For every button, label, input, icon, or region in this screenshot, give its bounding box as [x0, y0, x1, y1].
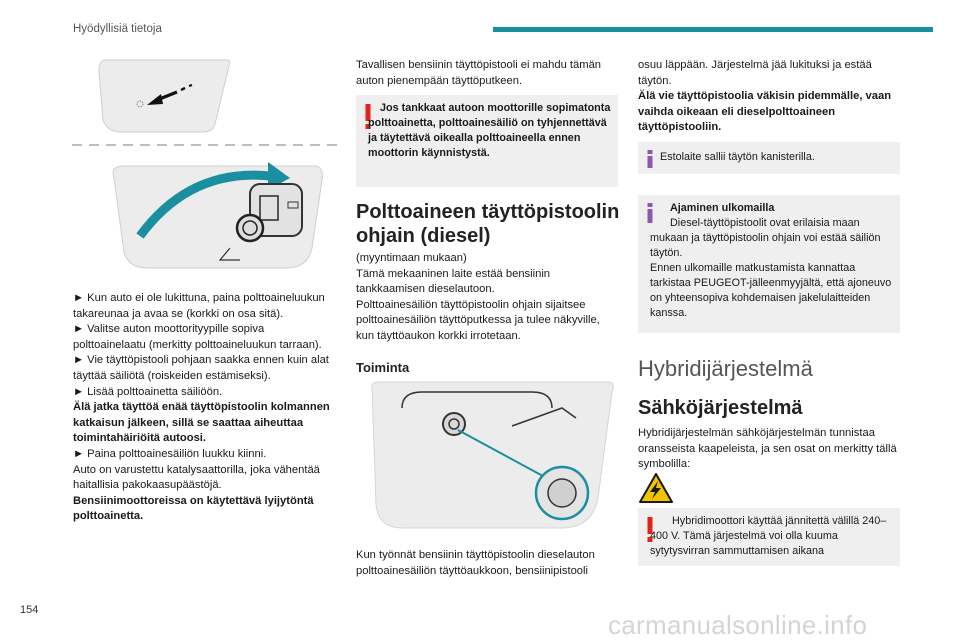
info-box-canister	[638, 142, 900, 174]
note-catalyst: Auto on varustettu katalysaattorilla, joka vähentää haitallisia pakokaasupäästöjä.	[73, 463, 320, 492]
instruction-fuel-type: ► Valitse auton moottorityypille sopiva polttoainelaatu (merkitty polttoaineluukun tarraan).	[73, 323, 322, 351]
info-abroad-line-1: Diesel-täyttöpistoolit ovat erilaisia maan mukaan ja täyttöpistoolin ohjain voi estää säiliön täytön.	[650, 217, 881, 259]
divider-dashed	[70, 140, 340, 150]
mid-bottom-text: Kun työnnät bensiinin täyttöpistoolin dieselauton polttoainesäiliön täyttöaukkoon, bensiinipistooli	[356, 549, 595, 577]
continuation-text: osuu läppään. Järjestelmä jää lukituksi ja estää täytön.	[638, 59, 872, 87]
right-continuation	[638, 58, 908, 136]
running-header: Hyödyllisiä tietoja	[73, 23, 162, 35]
device-description: Tämä mekaaninen laite estää bensiinin tankkaamisen dieselautoon.	[356, 267, 551, 296]
section-body	[356, 251, 618, 345]
warning-box-misfuel	[356, 95, 618, 187]
instruction-open-flap: ► Kun auto ei ole lukittuna, paina polttoaineluukun takareunaa ja avaa se (korkki on osa sitä).	[73, 292, 325, 320]
info-abroad-text	[650, 201, 896, 321]
instruction-add-fuel: ► Lisää polttoainetta säiliöön.	[73, 385, 223, 398]
continuation-bold: Älä vie täyttöpistoolia väkisin pidemmälle, vaan vaihda oikeaan eli dieselpolttoaineen täyttöpistooliin.	[638, 90, 892, 134]
high-voltage-icon	[639, 473, 673, 503]
market-note: (myyntimaan mukaan)	[356, 252, 467, 264]
left-text	[73, 291, 338, 525]
info-box-abroad	[638, 195, 900, 333]
warning-text: Jos tankkaat autoon moottorille sopimatonta polttoainetta, polttoainesäiliö on tyhjennettävä ja täytettävä oikealla polttoaineella ennen moottorin käynnistystä.	[368, 102, 611, 159]
fuel-flap-illustration	[100, 156, 324, 274]
mid-intro: Tavallisen bensiinin täyttöpistooli ei mahdu tämän auton pienempään täyttöputkeen.	[356, 59, 602, 87]
subtitle-function: Toiminta	[356, 360, 410, 375]
instruction-close-flap: ► Paina polttoainesäiliön luukku kiinni.	[73, 447, 267, 460]
electric-text: Hybridijärjestelmän sähköjärjestelmän tunnistaa oransseista kaapeleista, ja sen osat on merkitty tällä symbolilla:	[638, 427, 897, 471]
fuel-flap-push-illustration	[95, 52, 235, 138]
misfuel-device-illustration	[362, 378, 618, 534]
warning-third-cutoff: Älä jatka täyttöä enää täyttöpistoolin kolmannen katkaisun jälkeen, sillä se saattaa aiheuttaa toimintahäiriöitä autoosi.	[73, 401, 330, 445]
device-location: Polttoainesäiliön täyttöpistoolin ohjain sijaitsee polttoainesäiliön täyttöputkessa ja tulee näkyville, kun täyttöaukon korkki irrotetaan.	[356, 298, 600, 342]
watermark: carmanualsonline.info	[608, 610, 868, 640]
info-abroad-line-2: Ennen ulkomaille matkustamista kannattaa tarkistaa PEUGEOT-jälleenmyyjältä, että ajoneuvo on yhteensopiva kohdemaisen jakelulaitteiden kanssa.	[650, 262, 892, 319]
voltage-warning-text: Hybridimoottori käyttää jännitettä välillä 240–400 V. Tämä järjestelmä voi olla kuuma sytytysvirran sammuttamisen aikana	[650, 515, 887, 557]
section-title-electric: Sähköjärjestelmä	[638, 397, 803, 419]
info-canister-text: Estolaite sallii täytön kanisterilla.	[660, 151, 815, 163]
section-title-hybrid: Hybridijärjestelmä	[638, 356, 813, 381]
info-bar-icon	[646, 150, 654, 168]
note-unleaded: Bensiinimoottoreissa on käytettävä lyijytöntä polttoainetta.	[73, 494, 314, 523]
section-title-misfuel: Polttoaineen täyttöpistoolin ohjain (diesel)	[356, 201, 620, 247]
warning-box-voltage	[638, 508, 900, 566]
instruction-insert-nozzle: ► Vie täyttöpistooli pohjaan saakka ennen kuin alat täyttää säiliötä (roiskeiden estämiseksi).	[73, 354, 329, 382]
info-abroad-title: Ajaminen ulkomailla	[670, 202, 775, 214]
page-number: 154	[20, 604, 39, 616]
header-accent-bar	[493, 27, 933, 32]
